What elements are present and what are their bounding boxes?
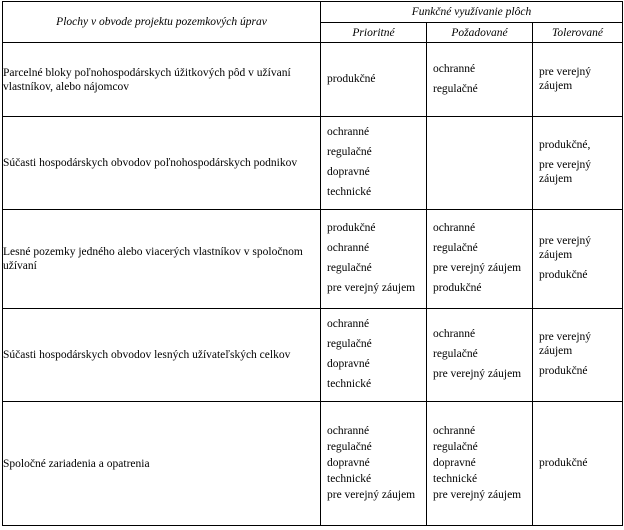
usage-category: pre verejný záujem [327,489,416,501]
usage-category: regulačné [433,348,478,360]
cell-tolerovane [533,43,623,117]
usage-category: ochranné [433,62,476,75]
usage-category: regulačné [327,441,372,453]
cell-tolerovane [533,117,623,210]
header-prioritne: Prioritné [321,23,427,43]
usage-category: produkčné [433,282,482,294]
cell-tolerovane [533,309,623,402]
usage-category: regulačné [327,146,372,158]
usage-category: produkčné [539,457,588,469]
usage-category: regulačné [433,441,478,453]
usage-category: ochranné [433,222,476,234]
header-tolerovane: Tolerované [533,23,623,43]
header-areas: Plochy v obvode projektu pozemkových úprav [3,2,321,43]
row-area-text: Spoločné zariadenia a opatrenia [3,457,150,470]
usage-category: dopravné [327,358,370,370]
row-area [3,43,321,117]
cell-pozadovane [427,402,533,526]
cell-pozadovane [427,309,533,402]
cell-prioritne [321,210,427,309]
header-pozadovane: Požadované [427,23,533,43]
row-area [3,117,321,210]
usage-category: pre verejný záujem [539,159,592,185]
usage-category: produkčné [539,365,588,377]
usage-category: ochranné [327,318,370,330]
cell-prioritne [321,402,427,526]
row-area-text: Parcelné bloky poľnohospodárskych úžitkových pôd v užívaní vlastníkov, alebo nájomcov [3,66,291,93]
cell-prioritne [321,309,427,402]
usage-category: produkčné [327,72,376,85]
row-area [3,210,321,309]
usage-category: dopravné [327,457,370,469]
usage-category: regulačné [327,262,372,274]
usage-category: ochranné [433,328,476,340]
table-row [3,210,623,309]
usage-category: pre verejný záujem [433,262,522,274]
land-use-table [2,1,623,526]
usage-category: technické [327,473,372,485]
cell-pozadovane [427,43,533,117]
cell-pozadovane [427,117,533,210]
usage-category: ochranné [327,242,370,254]
usage-category: produkčné [327,222,376,234]
row-area-text: Súčasti hospodárskych obvodov lesných užívateľských celkov [3,349,291,361]
row-area-text: Súčasti hospodárskych obvodov poľnohospodárskych podnikov [3,157,298,169]
usage-category: pre verejný záujem [539,331,592,357]
usage-category: regulačné [433,242,478,254]
usage-category: pre verejný záujem [539,235,592,261]
usage-category: pre verejný záujem [433,368,522,380]
cell-prioritne [321,43,427,117]
usage-category: produkčné, [539,139,591,151]
cell-pozadovane [427,210,533,309]
cell-prioritne [321,117,427,210]
usage-category: regulačné [327,338,372,350]
usage-category: dopravné [327,166,370,178]
usage-category: technické [327,186,372,198]
table-row [3,117,623,210]
cell-tolerovane [533,402,623,526]
table-row [3,402,623,526]
row-area [3,402,321,526]
usage-category: pre verejný záujem [539,65,592,92]
usage-category: regulačné [433,82,478,95]
cell-tolerovane [533,210,623,309]
usage-category: produkčné [539,269,588,281]
usage-category: dopravné [433,457,476,469]
header-usage: Funkčné využívanie plôch [321,2,623,23]
usage-category: ochranné [433,425,476,437]
table-row [3,43,623,117]
row-area [3,309,321,402]
usage-category: pre verejný záujem [327,282,416,294]
usage-category: ochranné [327,126,370,138]
table-row [3,309,623,402]
row-area-text: Lesné pozemky jedného alebo viacerých vlastníkov v spoločnom užívaní [3,246,303,272]
usage-category: technické [433,473,478,485]
usage-category: pre verejný záujem [433,489,522,501]
usage-category: ochranné [327,425,370,437]
usage-category: technické [327,378,372,390]
